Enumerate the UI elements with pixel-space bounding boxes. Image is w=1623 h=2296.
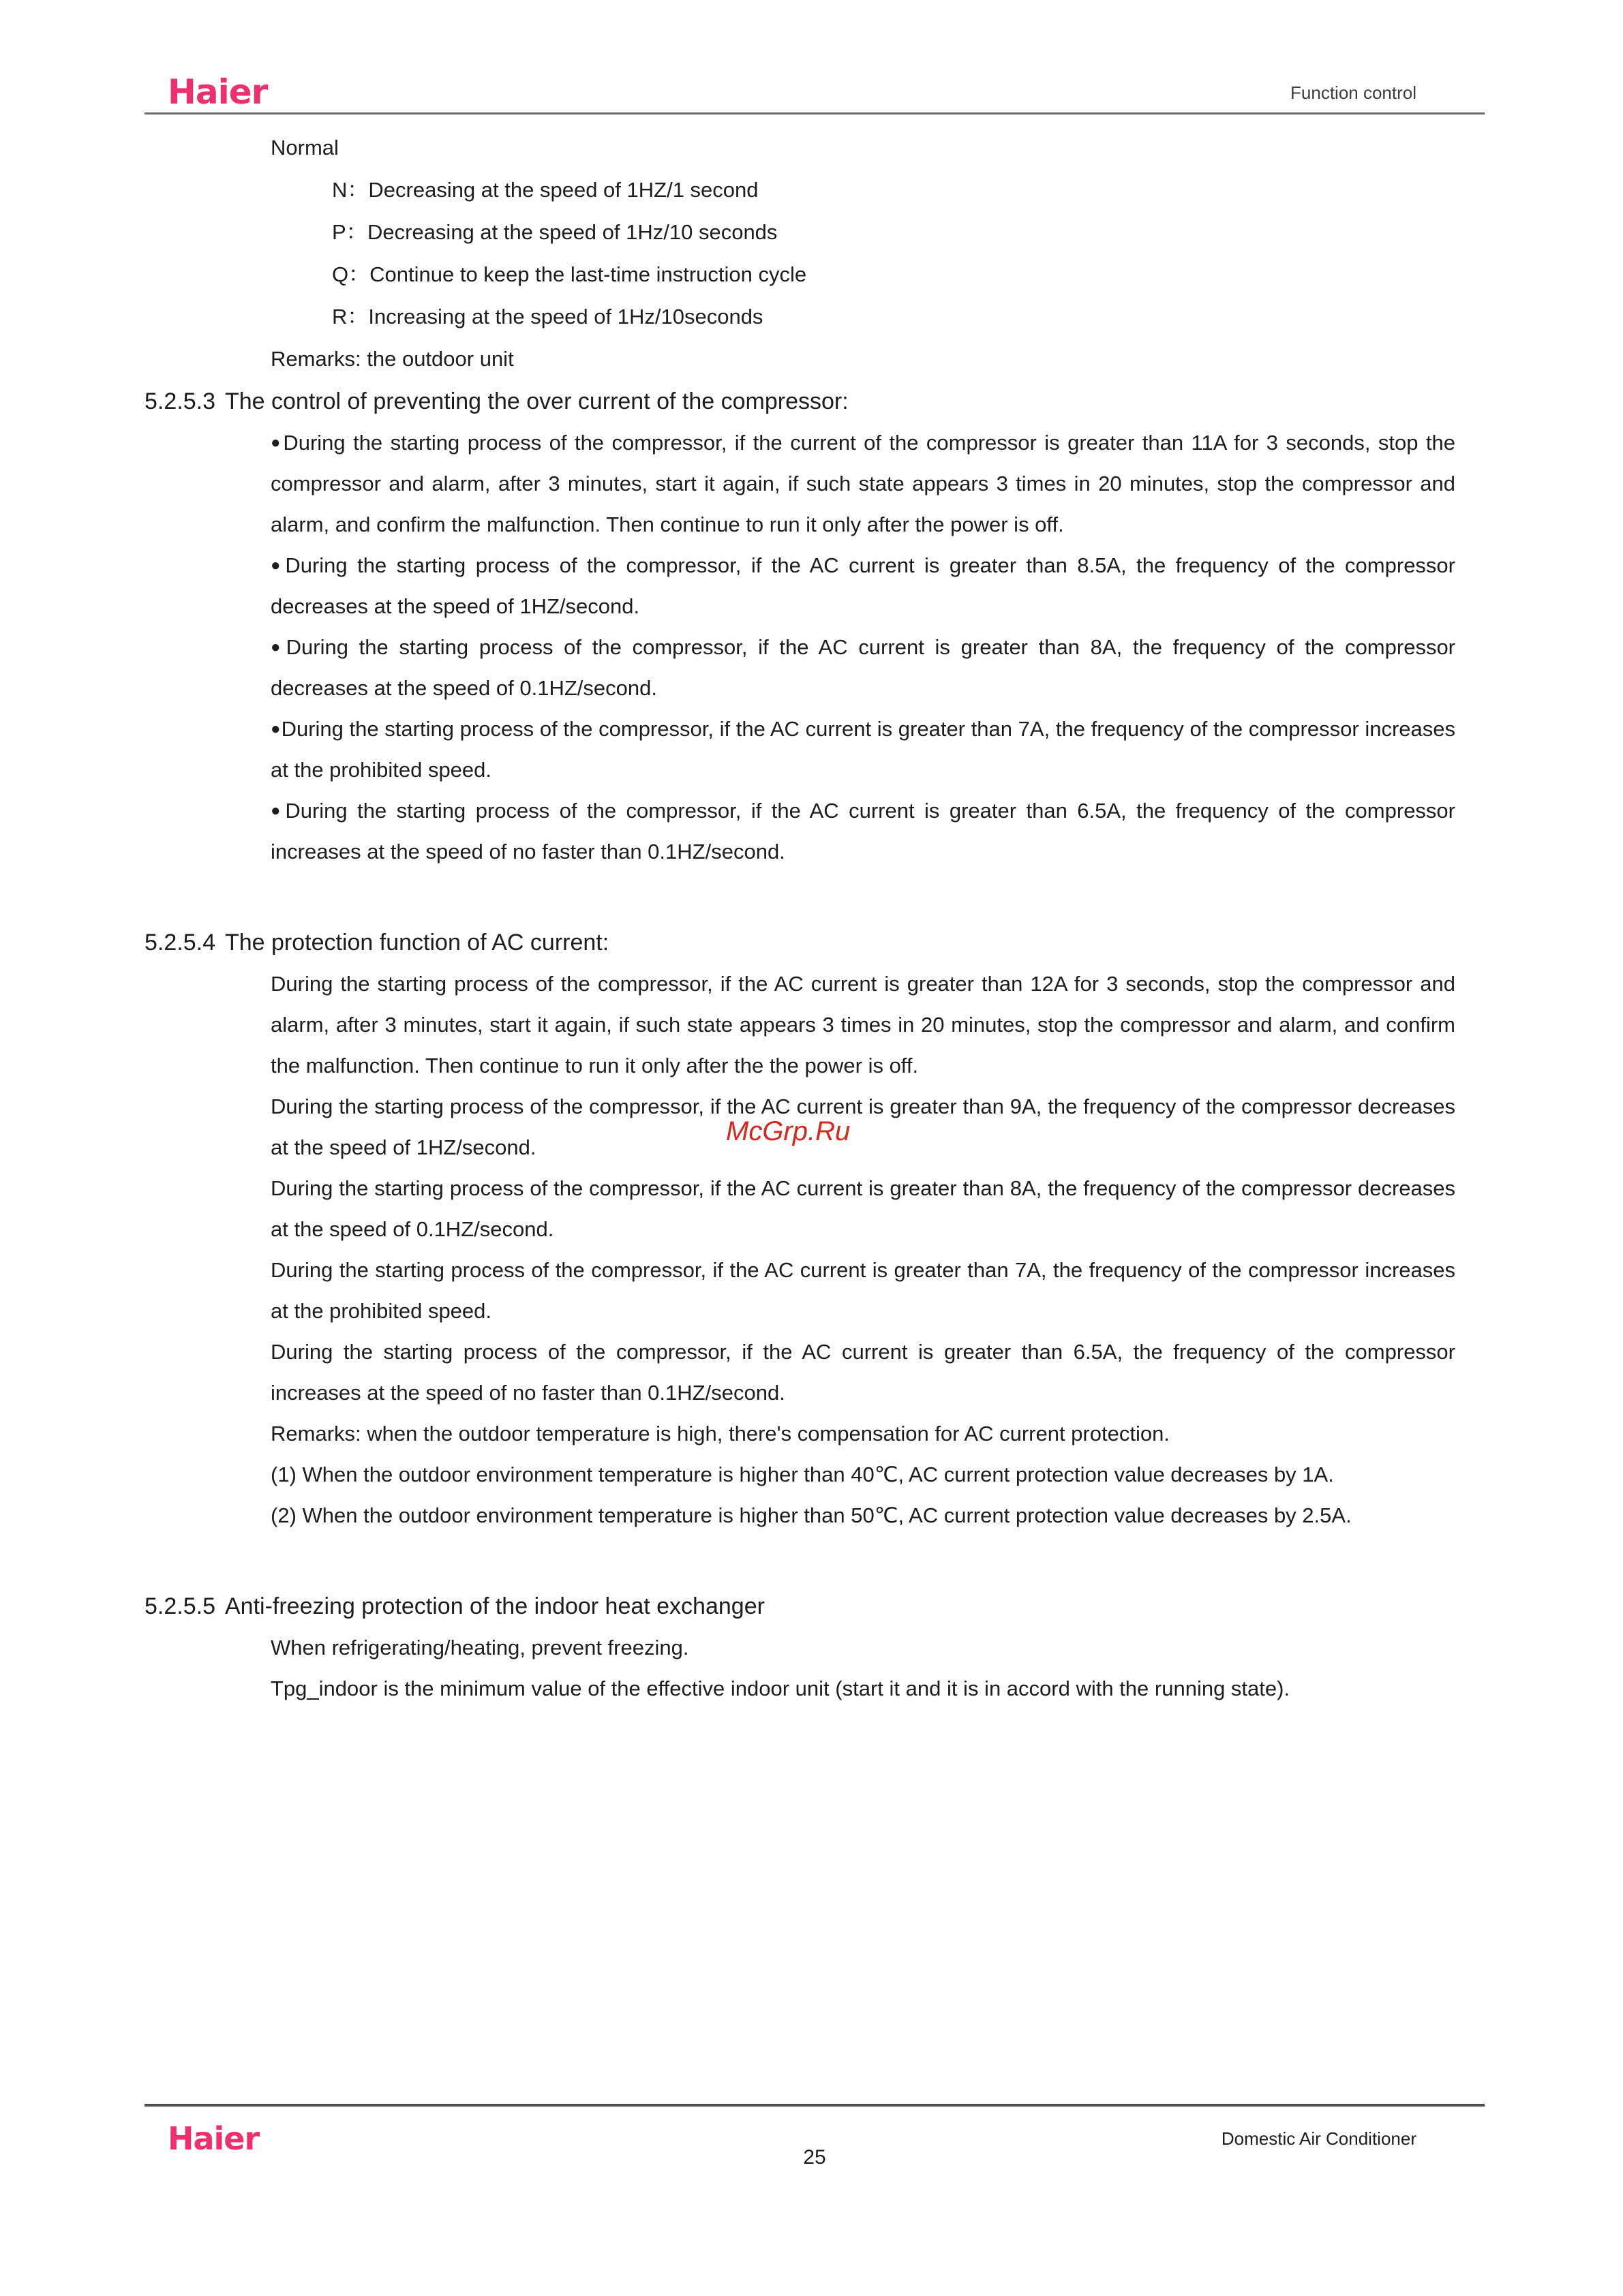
- list-item: [332, 211, 1485, 254]
- paragraph: [271, 791, 1455, 872]
- paragraph-text: During the starting process of the compressor, if the AC current is greater than 8.5A, the frequency of the compressor decreases at the speed of 1HZ/second.: [271, 553, 1455, 618]
- paragraph: During the starting process of the compressor, if the AC current is greater than 6.5A, the frequency of the compressor increases at the speed of no faster than 0.1HZ/second.: [271, 1340, 1455, 1405]
- section-heading-5-2-5-4: [145, 921, 1485, 964]
- paragraph: During the starting process of the compressor, if the AC current is greater than 12A for 3 seconds, stop the compressor and alarm, after 3 minutes, start it again, if such state appears 3 times in 20 minutes, stop the compressor and alarm, and confirm the malfunction. Then continue to run it only after the the power is off.: [271, 972, 1455, 1077]
- bullet-icon: ●: [271, 720, 281, 738]
- page-header: [145, 65, 1485, 114]
- section-spacer: [145, 872, 1485, 921]
- list-item-text: Decreasing at the speed of 1Hz/10 seconds: [367, 220, 778, 244]
- page-number: 25: [803, 2146, 826, 2169]
- section-number: 5.2.5.5: [145, 1593, 215, 1619]
- section-spacer: [145, 1536, 1485, 1585]
- section-title: The protection function of AC current:: [224, 930, 609, 955]
- list-item: [332, 254, 1485, 296]
- header-divider: [145, 112, 1485, 114]
- paragraph: [271, 709, 1455, 791]
- page-content: [145, 127, 1485, 1709]
- list-item-text: Decreasing at the speed of 1HZ/1 second: [368, 178, 759, 202]
- paragraph: During the starting process of the compressor, if the AC current is greater than 8A, the frequency of the compressor decreases at the speed of 0.1HZ/second.: [271, 1176, 1455, 1241]
- list-item-key: R：: [332, 305, 369, 328]
- list-item-key: N：: [332, 178, 369, 202]
- list-item: [332, 169, 1485, 211]
- bullet-icon: ●: [271, 556, 285, 575]
- list-item-text: Increasing at the speed of 1Hz/10seconds: [368, 305, 763, 328]
- paragraph: When refrigerating/heating, prevent freezing.: [271, 1636, 689, 1659]
- bullet-icon: ●: [271, 801, 285, 820]
- list-item-text: Continue to keep the last-time instruction cycle: [369, 262, 807, 286]
- list-item-key: Q：: [332, 262, 370, 286]
- haier-logo-footer: Haier: [168, 2120, 260, 2157]
- section-heading-5-2-5-3: [145, 380, 1485, 423]
- list-item-key: P：: [332, 220, 367, 244]
- bullet-icon: ●: [271, 433, 283, 452]
- section-number: 5.2.5.3: [145, 388, 215, 414]
- footer-product-label: Domestic Air Conditioner: [1221, 2128, 1416, 2149]
- paragraph: (2) When the outdoor environment temperature is higher than 50℃, AC current protection value decreases by 2.5A.: [271, 1503, 1352, 1527]
- haier-logo-header: Haier: [168, 72, 268, 112]
- footer-divider: [145, 2104, 1485, 2107]
- watermark: McGrp.Ru: [726, 1116, 851, 1146]
- paragraph: [271, 627, 1455, 709]
- normal-label: Normal: [271, 136, 339, 159]
- list-item: [332, 296, 1485, 338]
- paragraph: During the starting process of the compressor, if the AC current is greater than 9A, the frequency of the compressor decreases at the speed of 1HZ/second.: [271, 1095, 1455, 1159]
- header-title: Function control: [1290, 82, 1416, 103]
- section-title: Anti-freezing protection of the indoor heat exchanger: [224, 1593, 765, 1619]
- page-footer: [145, 2104, 1485, 2186]
- paragraph-text: During the starting process of the compressor, if the AC current is greater than 6.5A, the frequency of the compressor increases at the speed of no faster than 0.1HZ/second.: [271, 799, 1455, 863]
- speed-instruction-list: [145, 169, 1485, 338]
- paragraph: [271, 545, 1455, 627]
- section-title: The control of preventing the over current of the compressor:: [224, 388, 849, 414]
- paragraph: During the starting process of the compressor, if the AC current is greater than 7A, the frequency of the compressor increases at the prohibited speed.: [271, 1258, 1455, 1323]
- paragraph: [271, 423, 1455, 545]
- section-heading-5-2-5-5: [145, 1585, 1485, 1627]
- remarks-outdoor-unit: Remarks: the outdoor unit: [271, 347, 514, 371]
- paragraph: Remarks: when the outdoor temperature is high, there's compensation for AC current protection.: [271, 1422, 1170, 1445]
- paragraph-text: During the starting process of the compressor, if the AC current is greater than 8A, the frequency of the compressor decreases at the speed of 0.1HZ/second.: [271, 635, 1456, 700]
- bullet-icon: ●: [271, 638, 286, 656]
- paragraph: (1) When the outdoor environment temperature is higher than 40℃, AC current protection value decreases by 1A.: [271, 1463, 1334, 1486]
- paragraph: Tpg_indoor is the minimum value of the effective indoor unit (start it and it is in accord with the running state).: [271, 1677, 1290, 1700]
- paragraph-text: During the starting process of the compressor, if the AC current is greater than 7A, the frequency of the compressor increases at the prohibited speed.: [271, 717, 1455, 782]
- section-number: 5.2.5.4: [145, 930, 215, 955]
- paragraph-text: During the starting process of the compressor, if the current of the compressor is greater than 11A for 3 seconds, stop the compressor and alarm, after 3 minutes, start it again, if such state appears 3 times in 20 minutes, stop the compressor and alarm, and confirm the malfunction. Then continue to run it only after the power is off.: [271, 431, 1456, 536]
